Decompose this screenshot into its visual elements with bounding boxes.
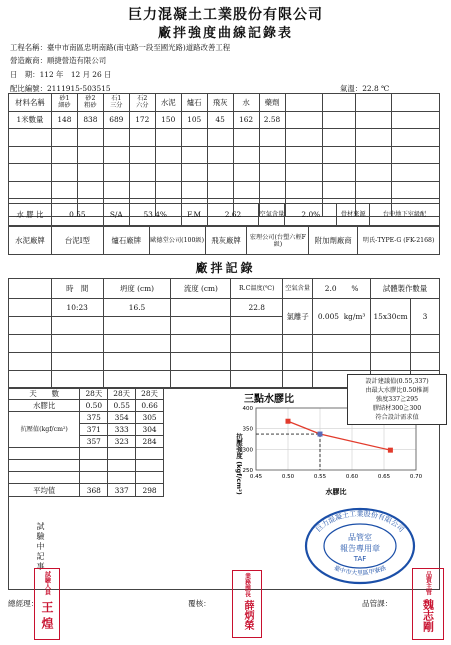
slag-brand-value: 歐德堂公司(100級) [149,227,205,255]
material-col-slag: 爐石 [181,94,207,112]
project-line [10,42,230,53]
note-line: 膠結材300≧300 [372,405,422,412]
time-value: 10:23 [51,299,103,317]
air-header-value: 2.0 % [313,279,371,299]
note-line: 強度337≧295 [375,396,419,403]
time-header: 時 間 [51,279,103,299]
seal-bottom-text: 臺中市大里區甲寮路 [332,564,388,577]
qty-cell: 150 [155,111,181,129]
specimen-count: 3 [411,299,440,335]
fm-label: F.M [181,204,207,226]
qty-cell: 45 [207,111,233,129]
contractor-name: 順捷營造有限公司 [46,56,107,65]
note-line: 由最大水膠比0.50推測 [365,387,429,394]
qty-cell: 172 [129,111,155,129]
note-line: 設計建議值(0.55,337) [365,378,429,385]
plant-record-table [8,278,440,389]
qty-cell: 838 [77,111,103,129]
chloride-value: 0.005 kg/m³ [313,299,371,335]
qc-signature-label: 品管課： [362,599,393,608]
average-cell: 337 [108,484,136,497]
cement-brand-value: 台泥I型 [51,227,103,255]
project-name: 臺中市南區忠明南路(南屯路一段至國光路)道路改善工程 [46,43,231,52]
contractor-label: 營造廠商： [10,56,47,65]
wc-cell: 0.50 [80,400,108,412]
wc-cell: 0.66 [136,400,164,412]
slump-value: 16.5 [103,299,171,317]
quantity-row [9,111,440,129]
chart-ytick-label: 250 [242,468,253,474]
qc-report-seal [303,506,417,586]
material-col-flyash: 飛灰 [207,94,233,112]
svg-text:巨力混凝土工業股份有限公司 [315,509,406,534]
aggregate-source-label: 骨材來源 [337,204,370,226]
strength-cell: 304 [136,424,164,436]
gm-signature-label: 總經理： [8,599,39,608]
wc-ratio-label: 水 膠 比 [9,204,52,226]
properties-table [8,203,440,226]
temperature-label: 氣溫： [340,84,363,93]
mix-design-table [8,93,440,217]
qty-cell: 2.58 [259,111,285,129]
chart-title: 三點水膠比 [244,394,294,405]
chart-data-point [388,448,393,453]
quantity-row-label: 1米數量 [9,111,52,129]
chart-data-point [286,419,291,424]
average-cell: 298 [136,484,164,497]
day-cell: 28天 [108,388,136,400]
rc-temp-header: R.C溫度(℃) [231,279,283,299]
material-col-stone1: 石1 三分 [103,94,129,112]
material-col-sand1: 砂1 細砂 [51,94,77,112]
material-col-water: 水 [233,94,259,112]
date-line [10,69,111,80]
specimen-header: 試體製作數量 [371,279,440,299]
strength-cell: 375 [80,412,108,424]
wc-ratio-value: 0.55 [51,204,103,226]
rc-temp-value: 22.8 [231,299,283,317]
air-header: 空氣含量 [283,279,313,299]
qty-cell: 148 [51,111,77,129]
chart-data-point [318,432,323,437]
material-col-stone2: 石2 六分 [129,94,155,112]
temperature-value: 22.8 ℃ [362,84,390,93]
design-note-box [347,374,447,425]
chart-xtick-label: 0.50 [281,474,295,480]
chart-ytick-label: 400 [242,406,253,412]
air-content-value: 2.0% [285,204,337,226]
brands-table [8,226,440,255]
chart-ylabel: 抗壓強度 (kgf/cm²) [235,433,243,495]
strength-row-label: 抗壓值(kgf/cm²) [9,412,80,448]
seal-line-1: 品管室 [348,533,372,542]
strength-table [8,387,164,497]
date-label: 日 期： [10,70,40,79]
strength-cell: 371 [80,424,108,436]
blank-row [9,181,440,199]
flyash-brand-value: 宏理公司(台塑六輕F級) [247,227,309,255]
flow-header: 流度 (cm) [171,279,231,299]
chart-ytick-label: 300 [242,447,253,454]
material-col-admixture: 藥劑 [259,94,285,112]
project-label: 工程名稱： [10,43,47,52]
chart-xtick-label: 0.45 [249,474,263,480]
chart-xtick-label: 0.65 [377,474,391,480]
mix-no-value: 2111915-503515 [46,84,111,93]
seal-line-2: 報告專用章 [340,544,380,553]
material-header-row [9,94,440,112]
sa-value: 53.4% [129,204,181,226]
fm-value: 2.62 [207,204,259,226]
sa-label: S/A [103,204,129,226]
contractor-line [10,55,106,66]
strength-cell: 354 [108,412,136,424]
chart-xtick-label: 0.60 [345,474,359,480]
sales-manager-stamp: 業務課長 薛炳榮 [232,570,262,638]
strength-cell: 305 [136,412,164,424]
blank-row [9,146,440,164]
form-title: 廠拌強度曲線記錄表 [157,26,293,41]
day-cell: 28天 [80,388,108,400]
slag-brand-label: 爐石廠牌 [103,227,149,255]
date-value: 112 年 12 月 26 日 [39,70,112,79]
days-label: 天 數 [9,388,80,400]
chart-xlabel: 水膠比 [325,488,347,496]
review-signature-label: 覆核： [188,599,211,608]
admixture-supplier-label: 附加劑廠商 [309,227,358,255]
blank-row [9,164,440,182]
wc-cell: 0.55 [108,400,136,412]
material-col-sand2: 砂2 粗砂 [77,94,103,112]
admixture-type-value: 明氏-TYPE-G (FK-2168) [358,227,440,255]
average-label: 平均值 [9,484,80,497]
chart-series-line [288,421,390,450]
specimen-size: 15x30cm [371,299,411,335]
average-cell: 368 [80,484,108,497]
strength-cell: 284 [136,436,164,448]
day-cell: 28天 [136,388,164,400]
qty-cell: 105 [181,111,207,129]
inspector-stamp: 試驗人員 王 煌 [34,568,60,640]
qc-manager-stamp: 品質主管 魏志剛 [412,568,444,640]
chart-ytick-label: 350 [242,426,253,433]
strength-cell: 333 [108,424,136,436]
material-col-cement: 水泥 [155,94,181,112]
chart-xtick-label: 0.70 [409,474,423,480]
seal-line-3: TAF [353,555,367,563]
qty-cell: 689 [103,111,129,129]
material-row-label: 材料名稱 [9,94,52,112]
strength-cell: 357 [80,436,108,448]
chloride-label: 氯離子 [283,299,313,335]
air-content-label: 空氣含量 [259,204,285,226]
note-line: 符合設計需求值 [375,414,419,421]
mix-no-label: 配比編號： [10,84,47,93]
slump-header: 坍度 (cm) [103,279,171,299]
qty-cell: 162 [233,111,259,129]
flyash-brand-label: 飛灰廠牌 [205,227,247,255]
company-name: 巨力混凝土工業股份有限公司 [128,7,323,23]
aggregate-source-value: 台中地下室級配 [370,204,440,226]
test-remarks-label: 試驗中記事 [36,522,45,572]
chart-xtick-label: 0.55 [313,474,327,480]
seal-outer-text: 巨力混凝土工業股份有限公司 [314,510,406,534]
cement-brand-label: 水泥廠牌 [9,227,52,255]
wc-row-label: 水膠比 [9,400,80,412]
blank-row [9,129,440,147]
strength-cell: 323 [108,436,136,448]
svg-text:臺中市大里區甲寮路 [333,564,387,577]
plant-record-title: 廠拌記錄 [195,261,256,275]
